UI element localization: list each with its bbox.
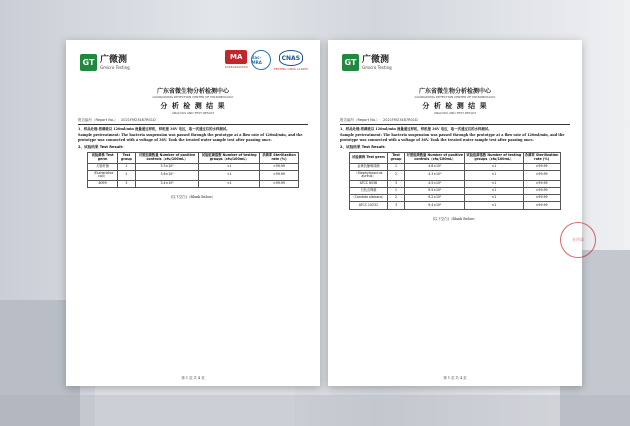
table-row — [350, 163, 561, 170]
page-header — [340, 48, 570, 80]
org-name-cn: 广东省微生物分析检测中心 — [418, 88, 491, 95]
cell-testing: <1 — [465, 187, 523, 194]
blank-below-note: (以下空白)（Blank Below） — [170, 194, 216, 199]
table-header-row — [88, 153, 299, 164]
method-cn: 1、样品处理:将菌液以 120ml/min 流量通过样机，样机接 36V 电压，取一次通过后的水样测试。 — [78, 127, 230, 131]
table-row — [350, 195, 561, 202]
logo-name-en: Gmicro Testing — [362, 64, 392, 70]
report-page-left — [66, 40, 320, 386]
cell-germ: （Staphylococcus aureus） — [350, 171, 387, 181]
cell-testing: <1 — [199, 163, 260, 170]
cell-rate: >99.99 — [523, 171, 560, 181]
cell-test: 3 — [117, 180, 135, 187]
cell-rate: >99.99 — [523, 180, 560, 187]
cell-test: 2 — [387, 195, 405, 202]
col-header-positive: 对照组菌数量 Number of positive controls（cfu/100mL） — [135, 153, 198, 164]
logo-name-cn: 广微测 — [362, 54, 390, 65]
cell-germ: （Escherichia coli） — [88, 171, 118, 181]
cell-positive: 3.3×10⁶ — [135, 163, 198, 170]
table-row — [350, 202, 561, 209]
cell-positive: 4.3×10⁶ — [405, 171, 465, 181]
cell-rate: >99.99 — [523, 187, 560, 194]
cnas-icon: CNAS — [279, 50, 303, 66]
document-title-en: ANALYSIS AND TEST RESULT — [433, 111, 477, 115]
cell-testing: <1 — [465, 202, 523, 209]
method-en: Sample pretreatment: The bacteria suspension was passed through the prototype at a flow rate of 120ml/min, and the prototype was connected with a voltage of 36V. Took the treated water sample test after passing once. — [340, 133, 565, 142]
cell-testing: <1 — [465, 195, 523, 202]
cell-germ: 8099 — [88, 180, 118, 187]
cell-rate: >99.99 — [260, 180, 299, 187]
cell-test: 1 — [117, 163, 135, 170]
background-floor — [0, 395, 630, 426]
certification-logos — [225, 50, 308, 71]
cell-rate: >99.99 — [523, 163, 560, 170]
col-header-germ: 试验菌株 Test germ — [88, 153, 118, 164]
table-row — [88, 180, 299, 187]
document-title-en: ANALYSIS AND TEST RESULT — [171, 111, 215, 115]
section-heading: 2、试验结果 Test Result: — [340, 145, 386, 150]
cell-rate: >99.99 — [260, 171, 299, 181]
results-table — [87, 152, 299, 188]
cell-rate: >99.99 — [523, 195, 560, 202]
col-header-test: Test group — [387, 153, 405, 164]
ilac-cert — [251, 50, 271, 70]
cma-caption: 201819000059 — [224, 65, 248, 69]
table-row — [350, 180, 561, 187]
cell-testing: <1 — [465, 163, 523, 170]
document-title-cn: 分 析 检 测 结 果 — [160, 101, 226, 110]
logo-name-en: Gmicro Testing — [100, 64, 130, 70]
report-number: 报告编号（Report No.）：2021FM23487R01D — [340, 118, 570, 125]
cell-testing: <1 — [465, 180, 523, 187]
cell-testing: <1 — [199, 180, 260, 187]
report-number: 报告编号（Report No.）：2021FM23487R01D — [78, 118, 308, 125]
col-header-germ: 试验菌株 Test germ — [350, 153, 387, 164]
cell-testing: <1 — [465, 171, 523, 181]
cell-germ: （Candida albicans） — [350, 195, 387, 202]
cell-test: 1 — [387, 187, 405, 194]
cell-positive: 3.6×10⁶ — [135, 171, 198, 181]
col-header-testing: 试验组菌落数 Number of testing groups（cfu/100mL） — [465, 153, 523, 164]
method-en: Sample pretreatment: The bacteria suspension was passed through the prototype at a flow rate of 120ml/min, and the prototype was connected with a voltage of 36V. Took the treated water sample test after passing once. — [78, 133, 303, 142]
cell-positive: 9.4×10⁵ — [405, 202, 465, 209]
cell-germ: 白色念珠菌 — [350, 187, 387, 194]
cell-rate: >99.99 — [523, 202, 560, 209]
company-logo — [342, 54, 392, 71]
cell-positive: 4.5×10⁶ — [405, 180, 465, 187]
cell-testing: <1 — [199, 171, 260, 181]
cell-positive: 4.6×10⁶ — [405, 163, 465, 170]
table-row — [350, 171, 561, 181]
table-header-row — [350, 153, 561, 164]
col-header-testing: 试验组菌落数 Number of testing groups（cfu/100mL） — [199, 153, 260, 164]
cell-test: 3 — [387, 202, 405, 209]
document-title-cn: 分 析 检 测 结 果 — [422, 101, 488, 110]
org-name-cn: 广东省微生物分析检测中心 — [156, 88, 229, 95]
cell-test: 2 — [117, 171, 135, 181]
company-logo — [80, 54, 130, 71]
logo-mark-icon: GT — [80, 54, 97, 71]
results-table — [349, 152, 561, 209]
cell-germ: ATCC 10231 — [350, 202, 387, 209]
table-row — [350, 187, 561, 194]
seal-stamp-icon: 专用章 — [560, 222, 596, 258]
cell-positive: 3.4×10⁶ — [135, 180, 198, 187]
cell-positive: 9.2×10⁵ — [405, 195, 465, 202]
cma-icon: MA — [225, 50, 247, 64]
cnas-caption: TESTING CNAS L11655 — [273, 67, 308, 71]
method-cn: 1、样品处理:将菌液以 120ml/min 流量通过样机，样机接 36V 电压，取一次通过后的水样测试。 — [340, 127, 492, 131]
logo-mark-icon: GT — [342, 54, 359, 71]
cell-test: 3 — [387, 180, 405, 187]
cma-cert — [225, 50, 248, 69]
col-header-positive: 对照组菌数量 Number of positive controls（cfu/100mL） — [405, 153, 465, 164]
page-footer: 第 1 页 共 4 页 — [181, 376, 205, 380]
cell-germ: 金黄色葡萄球菌 — [350, 163, 387, 170]
cell-positive: 9.5×10⁵ — [405, 187, 465, 194]
cell-rate: >99.99 — [260, 163, 299, 170]
ilac-icon: ilac-MRA — [251, 50, 271, 70]
cell-test: 1 — [387, 163, 405, 170]
col-header-rate: 杀菌率 Sterilization rate (%) — [523, 153, 560, 164]
cell-test: 2 — [387, 171, 405, 181]
cell-germ: 大肠杆菌 — [88, 163, 118, 170]
col-header-test: Test group — [117, 153, 135, 164]
page-footer: 第 1 页 共 4 页 — [443, 376, 467, 380]
section-heading: 2、试验结果 Test Result: — [78, 145, 124, 150]
logo-name-cn: 广微测 — [100, 54, 128, 65]
report-page-right — [328, 40, 582, 386]
page-header — [78, 48, 308, 80]
col-header-rate: 杀菌率 Sterilization rate (%) — [260, 153, 299, 164]
cell-germ: ATCC 6538 — [350, 180, 387, 187]
blank-below-note: (以下空白)（Blank Below） — [432, 216, 478, 221]
org-name-en: GUANGDONG DETECTION CENTER OF MICROBIOLOGY — [414, 95, 496, 99]
table-row — [88, 163, 299, 170]
org-name-en: GUANGDONG DETECTION CENTER OF MICROBIOLOGY — [152, 95, 234, 99]
table-row — [88, 171, 299, 181]
cnas-cert — [274, 50, 308, 71]
